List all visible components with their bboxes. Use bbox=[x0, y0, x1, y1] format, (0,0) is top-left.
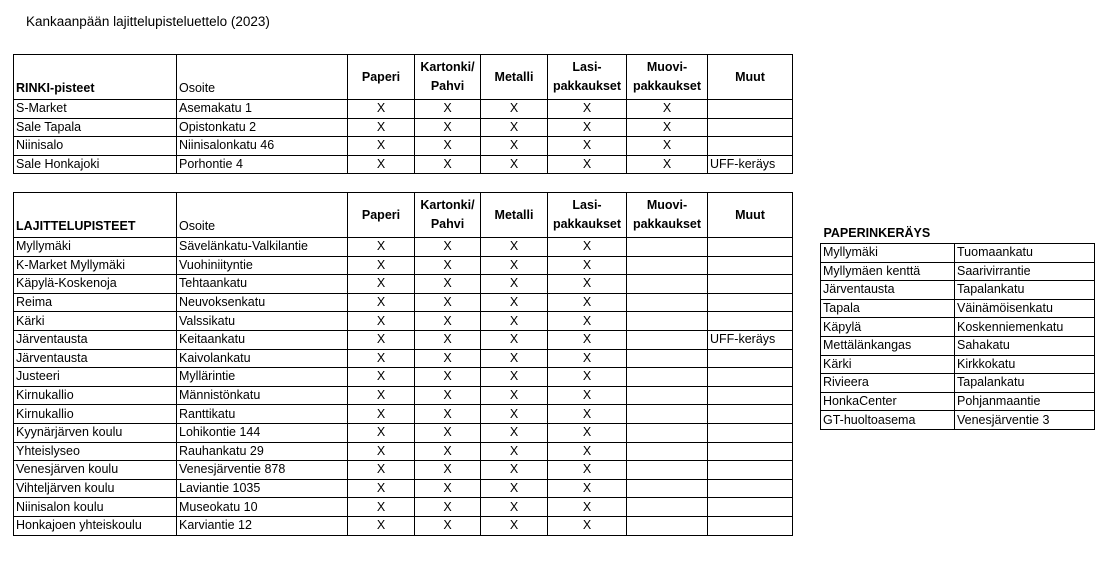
cell-metalli: X bbox=[481, 423, 548, 442]
cell-name: Venesjärven koulu bbox=[14, 461, 177, 480]
cell-name: Sale Honkajoki bbox=[14, 155, 177, 174]
cell-kartonki: X bbox=[415, 256, 481, 275]
cell-kartonki: X bbox=[415, 137, 481, 156]
table-row bbox=[14, 405, 793, 424]
table-row bbox=[821, 244, 1095, 263]
cell-lasi: X bbox=[548, 137, 627, 156]
table-row bbox=[14, 498, 793, 517]
cell-lasi: X bbox=[548, 155, 627, 174]
cell-address: Neuvoksenkatu bbox=[177, 293, 348, 312]
table-row bbox=[821, 374, 1095, 393]
cell-address: Venesjärventie 3 bbox=[955, 411, 1095, 430]
cell-muut bbox=[708, 405, 793, 424]
cell-address: Kirkkokatu bbox=[955, 355, 1095, 374]
cell-muut bbox=[708, 368, 793, 387]
cell-kartonki: X bbox=[415, 118, 481, 137]
table-row bbox=[14, 461, 793, 480]
table-row bbox=[821, 318, 1095, 337]
cell-name: Myllymäki bbox=[14, 238, 177, 257]
table-row bbox=[14, 386, 793, 405]
cell-paperi: X bbox=[348, 423, 415, 442]
cell-name: Käpylä-Koskenoja bbox=[14, 275, 177, 294]
header-lasi: Lasi- pakkaukset bbox=[548, 55, 627, 100]
cell-paperi: X bbox=[348, 275, 415, 294]
cell-kartonki: X bbox=[415, 312, 481, 331]
table-row bbox=[14, 423, 793, 442]
cell-address: Kaivolankatu bbox=[177, 349, 348, 368]
cell-paperi: X bbox=[348, 100, 415, 119]
table-header-row bbox=[14, 55, 793, 100]
table-row bbox=[14, 368, 793, 387]
cell-muovi bbox=[627, 312, 708, 331]
cell-paperi: X bbox=[348, 155, 415, 174]
cell-muut bbox=[708, 461, 793, 480]
table-row bbox=[14, 516, 793, 535]
cell-name: Järventausta bbox=[14, 349, 177, 368]
cell-metalli: X bbox=[481, 349, 548, 368]
cell-paperi: X bbox=[348, 330, 415, 349]
cell-metalli: X bbox=[481, 405, 548, 424]
cell-lasi: X bbox=[548, 368, 627, 387]
cell-kartonki: X bbox=[415, 442, 481, 461]
table-row bbox=[14, 155, 793, 174]
cell-name: Järventausta bbox=[14, 330, 177, 349]
cell-muut bbox=[708, 118, 793, 137]
table-row bbox=[14, 118, 793, 137]
cell-lasi: X bbox=[548, 256, 627, 275]
cell-address: Männistönkatu bbox=[177, 386, 348, 405]
cell-address: Niinisalonkatu 46 bbox=[177, 137, 348, 156]
cell-name: Sale Tapala bbox=[14, 118, 177, 137]
cell-name: Kärki bbox=[821, 355, 955, 374]
cell-lasi: X bbox=[548, 516, 627, 535]
cell-muut bbox=[708, 275, 793, 294]
table-row bbox=[821, 262, 1095, 281]
cell-lasi: X bbox=[548, 293, 627, 312]
cell-kartonki: X bbox=[415, 349, 481, 368]
cell-name: GT-huoltoasema bbox=[821, 411, 955, 430]
cell-paperi: X bbox=[348, 386, 415, 405]
cell-lasi: X bbox=[548, 330, 627, 349]
cell-muut: UFF-keräys bbox=[708, 330, 793, 349]
cell-address: Koskenniemenkatu bbox=[955, 318, 1095, 337]
header-osoite: Osoite bbox=[177, 55, 348, 100]
cell-muut bbox=[708, 256, 793, 275]
header-muut: Muut bbox=[708, 55, 793, 100]
cell-metalli: X bbox=[481, 155, 548, 174]
page-title: Kankaanpään lajittelupisteluettelo (2023) bbox=[26, 14, 270, 29]
cell-kartonki: X bbox=[415, 238, 481, 257]
cell-kartonki: X bbox=[415, 330, 481, 349]
cell-lasi: X bbox=[548, 118, 627, 137]
table-row bbox=[821, 355, 1095, 374]
table-row bbox=[821, 299, 1095, 318]
cell-lasi: X bbox=[548, 100, 627, 119]
cell-name: Tapala bbox=[821, 299, 955, 318]
cell-kartonki: X bbox=[415, 275, 481, 294]
cell-address: Sävelänkatu-Valkilantie bbox=[177, 238, 348, 257]
cell-lasi: X bbox=[548, 312, 627, 331]
cell-address: Rauhankatu 29 bbox=[177, 442, 348, 461]
cell-paperi: X bbox=[348, 442, 415, 461]
cell-paperi: X bbox=[348, 256, 415, 275]
cell-kartonki: X bbox=[415, 405, 481, 424]
cell-lasi: X bbox=[548, 238, 627, 257]
cell-paperi: X bbox=[348, 516, 415, 535]
cell-muovi bbox=[627, 238, 708, 257]
cell-address: Tapalankatu bbox=[955, 374, 1095, 393]
table-row bbox=[14, 100, 793, 119]
table-row bbox=[821, 392, 1095, 411]
paperinkerays-heading: PAPERINKERÄYS bbox=[823, 226, 931, 240]
cell-name: Honkajoen yhteiskoulu bbox=[14, 516, 177, 535]
cell-name: Niinisalo bbox=[14, 137, 177, 156]
cell-name: Rivieera bbox=[821, 374, 955, 393]
cell-name: Käpylä bbox=[821, 318, 955, 337]
cell-lasi: X bbox=[548, 386, 627, 405]
cell-muut bbox=[708, 479, 793, 498]
header-muovi: Muovi- pakkaukset bbox=[627, 55, 708, 100]
cell-metalli: X bbox=[481, 118, 548, 137]
cell-muovi bbox=[627, 256, 708, 275]
cell-muovi bbox=[627, 479, 708, 498]
cell-muovi bbox=[627, 386, 708, 405]
cell-address: Tapalankatu bbox=[955, 281, 1095, 300]
cell-metalli: X bbox=[481, 100, 548, 119]
cell-name: Mettälänkangas bbox=[821, 336, 955, 355]
cell-paperi: X bbox=[348, 312, 415, 331]
cell-address: Keitaankatu bbox=[177, 330, 348, 349]
cell-lasi: X bbox=[548, 423, 627, 442]
cell-paperi: X bbox=[348, 238, 415, 257]
cell-address: Porhontie 4 bbox=[177, 155, 348, 174]
table-row bbox=[14, 238, 793, 257]
cell-muut bbox=[708, 312, 793, 331]
cell-paperi: X bbox=[348, 349, 415, 368]
cell-metalli: X bbox=[481, 461, 548, 480]
table-row bbox=[821, 411, 1095, 430]
cell-name: HonkaCenter bbox=[821, 392, 955, 411]
table-row bbox=[14, 479, 793, 498]
cell-lasi: X bbox=[548, 498, 627, 517]
cell-paperi: X bbox=[348, 293, 415, 312]
cell-name: S-Market bbox=[14, 100, 177, 119]
header-metalli: Metalli bbox=[481, 193, 548, 238]
cell-address: Saarivirrantie bbox=[955, 262, 1095, 281]
cell-name: Niinisalon koulu bbox=[14, 498, 177, 517]
cell-address: Asemakatu 1 bbox=[177, 100, 348, 119]
cell-metalli: X bbox=[481, 312, 548, 331]
cell-muovi bbox=[627, 275, 708, 294]
cell-paperi: X bbox=[348, 118, 415, 137]
cell-name: Kirnukallio bbox=[14, 405, 177, 424]
table-row bbox=[14, 349, 793, 368]
cell-lasi: X bbox=[548, 479, 627, 498]
table-row bbox=[14, 330, 793, 349]
cell-muovi: X bbox=[627, 155, 708, 174]
table-header-row bbox=[14, 193, 793, 238]
cell-kartonki: X bbox=[415, 386, 481, 405]
lajittelu-table bbox=[13, 192, 793, 536]
header-kartonki: Kartonki/ Pahvi bbox=[415, 55, 481, 100]
cell-muut bbox=[708, 386, 793, 405]
table-row bbox=[14, 137, 793, 156]
table-row bbox=[821, 281, 1095, 300]
cell-kartonki: X bbox=[415, 368, 481, 387]
cell-kartonki: X bbox=[415, 293, 481, 312]
cell-muut: UFF-keräys bbox=[708, 155, 793, 174]
header-lasi: Lasi- pakkaukset bbox=[548, 193, 627, 238]
cell-muut bbox=[708, 442, 793, 461]
cell-lasi: X bbox=[548, 275, 627, 294]
cell-paperi: X bbox=[348, 137, 415, 156]
cell-name: Justeeri bbox=[14, 368, 177, 387]
cell-muovi: X bbox=[627, 118, 708, 137]
table-row bbox=[14, 256, 793, 275]
cell-name: Kärki bbox=[14, 312, 177, 331]
header-kartonki: Kartonki/ Pahvi bbox=[415, 193, 481, 238]
table-row bbox=[821, 336, 1095, 355]
header-muovi: Muovi- pakkaukset bbox=[627, 193, 708, 238]
cell-address: Karviantie 12 bbox=[177, 516, 348, 535]
cell-kartonki: X bbox=[415, 461, 481, 480]
cell-name: Yhteislyseo bbox=[14, 442, 177, 461]
cell-muovi bbox=[627, 461, 708, 480]
lajittelu-heading: LAJITTELUPISTEET bbox=[14, 193, 177, 238]
cell-name: Myllymäki bbox=[821, 244, 955, 263]
header-paperi: Paperi bbox=[348, 55, 415, 100]
cell-name: Reima bbox=[14, 293, 177, 312]
cell-metalli: X bbox=[481, 386, 548, 405]
rinki-table bbox=[13, 54, 793, 174]
cell-lasi: X bbox=[548, 405, 627, 424]
cell-address: Vuohiniityntie bbox=[177, 256, 348, 275]
cell-address: Tehtaankatu bbox=[177, 275, 348, 294]
cell-kartonki: X bbox=[415, 423, 481, 442]
paperinkerays-table bbox=[820, 224, 1095, 430]
cell-paperi: X bbox=[348, 479, 415, 498]
cell-muovi bbox=[627, 405, 708, 424]
cell-metalli: X bbox=[481, 293, 548, 312]
header-metalli: Metalli bbox=[481, 55, 548, 100]
cell-muovi bbox=[627, 349, 708, 368]
cell-muovi bbox=[627, 442, 708, 461]
cell-muovi bbox=[627, 498, 708, 517]
cell-lasi: X bbox=[548, 442, 627, 461]
header-paperi: Paperi bbox=[348, 193, 415, 238]
cell-muut bbox=[708, 137, 793, 156]
cell-address: Valssikatu bbox=[177, 312, 348, 331]
table-row bbox=[14, 293, 793, 312]
cell-paperi: X bbox=[348, 368, 415, 387]
cell-address: Tuomaankatu bbox=[955, 244, 1095, 263]
cell-address: Myllärintie bbox=[177, 368, 348, 387]
cell-muovi bbox=[627, 330, 708, 349]
cell-name: K-Market Myllymäki bbox=[14, 256, 177, 275]
cell-address: Laviantie 1035 bbox=[177, 479, 348, 498]
cell-muut bbox=[708, 423, 793, 442]
cell-kartonki: X bbox=[415, 498, 481, 517]
cell-kartonki: X bbox=[415, 516, 481, 535]
cell-kartonki: X bbox=[415, 155, 481, 174]
cell-address: Sahakatu bbox=[955, 336, 1095, 355]
cell-metalli: X bbox=[481, 275, 548, 294]
cell-muut bbox=[708, 349, 793, 368]
cell-address: Museokatu 10 bbox=[177, 498, 348, 517]
cell-metalli: X bbox=[481, 368, 548, 387]
cell-metalli: X bbox=[481, 516, 548, 535]
header-osoite: Osoite bbox=[177, 193, 348, 238]
cell-muovi bbox=[627, 423, 708, 442]
cell-kartonki: X bbox=[415, 479, 481, 498]
cell-metalli: X bbox=[481, 498, 548, 517]
cell-muovi bbox=[627, 293, 708, 312]
cell-metalli: X bbox=[481, 442, 548, 461]
cell-address: Väinämöisenkatu bbox=[955, 299, 1095, 318]
cell-address: Venesjärventie 878 bbox=[177, 461, 348, 480]
cell-muovi bbox=[627, 516, 708, 535]
cell-metalli: X bbox=[481, 256, 548, 275]
cell-kartonki: X bbox=[415, 100, 481, 119]
header-muut: Muut bbox=[708, 193, 793, 238]
cell-name: Myllymäen kenttä bbox=[821, 262, 955, 281]
cell-paperi: X bbox=[348, 498, 415, 517]
cell-name: Kirnukallio bbox=[14, 386, 177, 405]
cell-name: Järventausta bbox=[821, 281, 955, 300]
cell-address: Ranttikatu bbox=[177, 405, 348, 424]
cell-muovi bbox=[627, 368, 708, 387]
cell-metalli: X bbox=[481, 479, 548, 498]
cell-address: Lohikontie 144 bbox=[177, 423, 348, 442]
cell-metalli: X bbox=[481, 330, 548, 349]
table-row bbox=[14, 275, 793, 294]
cell-muut bbox=[708, 293, 793, 312]
cell-muut bbox=[708, 100, 793, 119]
cell-muut bbox=[708, 498, 793, 517]
cell-muovi: X bbox=[627, 100, 708, 119]
table-row bbox=[14, 442, 793, 461]
cell-paperi: X bbox=[348, 405, 415, 424]
table-row bbox=[14, 312, 793, 331]
cell-metalli: X bbox=[481, 238, 548, 257]
cell-address: Opistonkatu 2 bbox=[177, 118, 348, 137]
cell-name: Kyynärjärven koulu bbox=[14, 423, 177, 442]
cell-paperi: X bbox=[348, 461, 415, 480]
cell-address: Pohjanmaantie bbox=[955, 392, 1095, 411]
cell-muovi: X bbox=[627, 137, 708, 156]
cell-muut bbox=[708, 238, 793, 257]
cell-lasi: X bbox=[548, 461, 627, 480]
table-header-row bbox=[821, 224, 1095, 244]
rinki-heading: RINKI-pisteet bbox=[14, 55, 177, 100]
cell-lasi: X bbox=[548, 349, 627, 368]
cell-muut bbox=[708, 516, 793, 535]
cell-name: Vihteljärven koulu bbox=[14, 479, 177, 498]
cell-metalli: X bbox=[481, 137, 548, 156]
